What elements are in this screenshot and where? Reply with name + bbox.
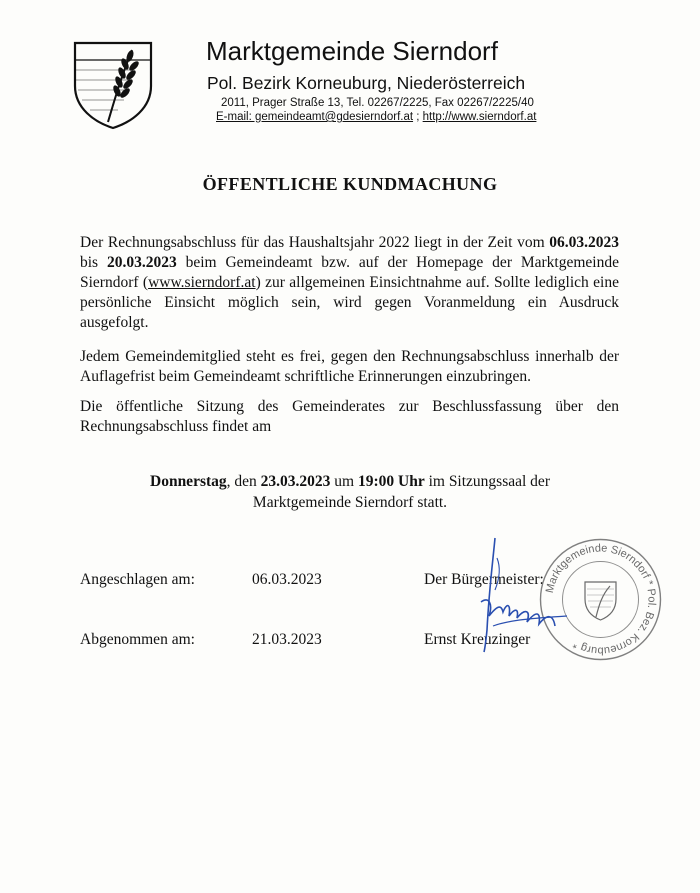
- p1-text-1: Der Rechnungsabschluss für das Haushaltsjahr 2022 liegt in der Zeit vom: [80, 234, 550, 251]
- paragraph-1: [80, 233, 619, 333]
- mayor-name: Ernst Kreuzinger: [424, 631, 531, 648]
- meeting-text-3: im Sitzungssaal der: [424, 473, 550, 490]
- removed-label: Abgenommen am:: [80, 631, 195, 648]
- paragraph-2: Jedem Gemeindemitglied steht es frei, gegen den Rechnungsabschluss innerhalb der Auflagefrist beim Gemeindeamt schriftliche Erinnerungen einzubringen.: [80, 348, 619, 385]
- meeting-day: Donnerstag: [150, 473, 227, 490]
- removed-date: 21.03.2023: [252, 631, 322, 648]
- p1-text-3: beim Gemeindeamt bzw. auf der Homepage der Marktgemeinde Sierndorf (: [80, 254, 619, 291]
- paragraph-3: Die öffentliche Sitzung des Gemeinderates zur Beschlussfassung über den Rechnungsabschluss findet am: [80, 398, 619, 435]
- meeting-line-2: Marktgemeinde Sierndorf statt.: [252, 494, 448, 511]
- contact-separator: ;: [413, 111, 423, 123]
- posted-date: 06.03.2023: [252, 571, 322, 588]
- address-line: 2011, Prager Straße 13, Tel. 02267/2225, Fax 02267/2225/40: [221, 97, 534, 109]
- meeting-date: 23.03.2023: [260, 473, 331, 490]
- email-link[interactable]: E-mail: gemeindeamt@gdesierndorf.at: [216, 111, 414, 123]
- mayor-label: Der Bürgermeister:: [424, 571, 544, 588]
- meeting-text-1: , den: [226, 473, 261, 490]
- meeting-line-1: [0, 471, 700, 492]
- signature-icon: [475, 530, 585, 660]
- meeting-time: 19:00 Uhr: [357, 473, 425, 490]
- p1-date-to: 20.03.2023: [106, 254, 177, 271]
- contact-line: [216, 111, 536, 124]
- p1-text-2: bis: [80, 254, 107, 271]
- municipality-name: Marktgemeinde Sierndorf: [206, 36, 498, 66]
- homepage-link[interactable]: www.sierndorf.at: [148, 274, 256, 291]
- district-line: Pol. Bezirk Korneuburg, Niederösterreich: [207, 73, 526, 93]
- meeting-text-2: um: [330, 473, 358, 490]
- notice-title: ÖFFENTLICHE KUNDMACHUNG: [202, 174, 498, 194]
- stamp-text: Marktgemeinde Sierndorf * Pol. Bez. Korneuburg *: [543, 542, 658, 657]
- p1-date-from: 06.03.2023: [549, 234, 619, 251]
- website-link[interactable]: http://www.sierndorf.at: [422, 111, 537, 123]
- posted-label: Angeschlagen am:: [80, 571, 195, 588]
- p1-text-4: ) zur allgemeinen Einsichtnahme auf. Sollte lediglich eine persönliche Einsicht möglich sein, wird gegen Voranmeldung ein Ausdruck ausgefolgt.: [80, 274, 619, 331]
- coat-of-arms-icon: [72, 40, 154, 130]
